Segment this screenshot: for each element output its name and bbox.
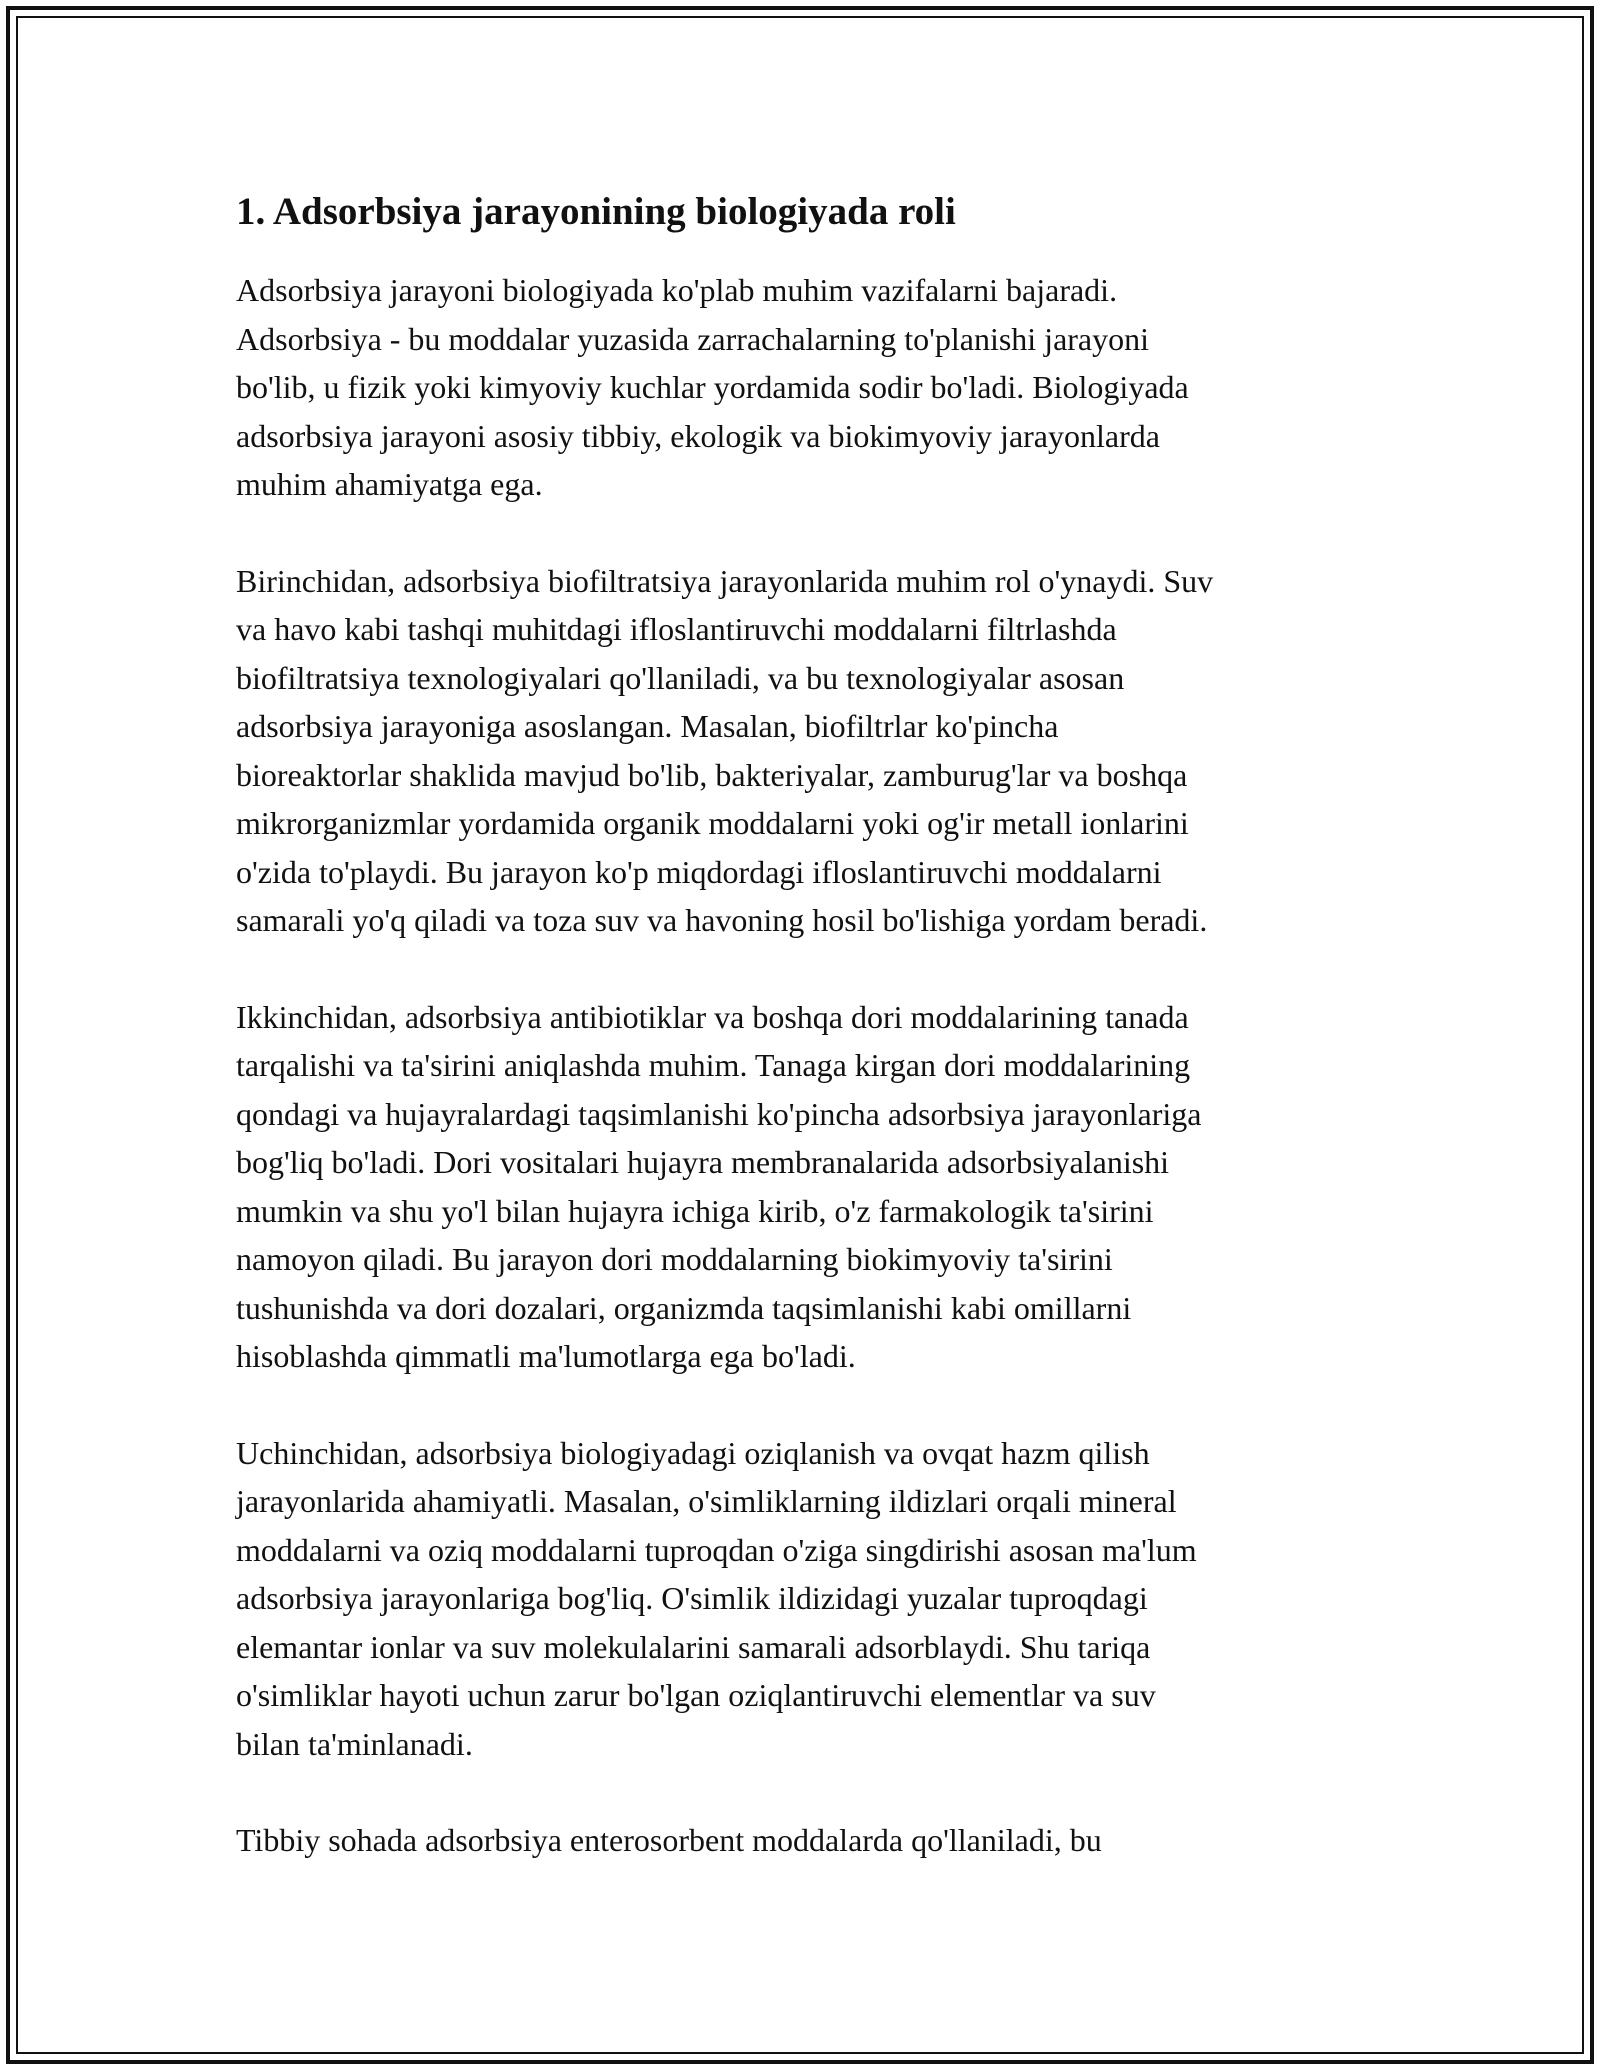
paragraph-drug-distribution: Ikkinchidan, adsorbsiya antibiotiklar va boshqa dori moddalarining tanada tarqalishi va ta'sirini aniqlashda muhim. Tanaga kirgan dori moddalarining qondagi va hujayralardagi taqsimlanishi ko'pincha adsorbsiya jarayonlariga bog'liq bo'ladi. Dori vositalari hujayra membranalarida adsorbsiyalanishi mumkin va shu yo'l bilan hujayra ichiga kirib, o'z farmakologik ta'sirini namoyon qiladi. Bu jarayon dori moddalarning biokimyoviy ta'sirini tushunishda va dori dozalari, organizmda taqsimlanishi kabi omillarni hisoblashda qimmatli ma'lumotlarga ega bo'ladi. — [236, 998, 1202, 1374]
paragraph-intro: Adsorbsiya jarayoni biologiyada ko'plab muhim vazifalarni bajaradi. Adsorbsiya - bu moddalar yuzasida zarrachalarning to'planishi jarayoni bo'lib, u fizik yoki kimyoviy kuchlar yordamida sodir bo'ladi. Biologiyada adsorbsiya jarayoni asosiy tibbiy, ekologik va biokimyoviy jarayonlarda muhim ahamiyatga ega. — [236, 272, 1189, 502]
section-heading: 1. Adsorbsiya jarayonining biologiyada roli — [236, 190, 956, 233]
paragraph-medical-use: Tibbiy sohada adsorbsiya enterosorbent moddalarda qo'llaniladi, bu — [236, 1822, 1102, 1858]
document-body — [236, 188, 1366, 1913]
paragraph-biofiltration: Birinchidan, adsorbsiya biofiltratsiya jarayonlarida muhim rol o'ynaydi. Suv va havo kabi tashqi muhitdagi ifloslantiruvchi moddalarni filtrlashda biofiltratsiya texnologiyalari qo'llaniladi, va bu texnologiyalar asosan adsorbsiya jarayoniga asoslangan. Masalan, biofiltrlar ko'pincha bioreaktorlar shaklida mavjud bo'lib, bakteriyalar, zamburug'lar va boshqa mikrorganizmlar yordamida organik moddalarni yoki og'ir metall ionlarini o'zida to'playdi. Bu jarayon ko'p miqdordagi ifloslantiruvchi moddalarni samarali yo'q qiladi va toza suv va havoning hosil bo'lishiga yordam beradi. — [236, 562, 1214, 938]
paragraph-nutrition: Uchinchidan, adsorbsiya biologiyadagi oziqlanish va ovqat hazm qilish jarayonlarida ahamiyatli. Masalan, o'simliklarning ildizlari orqali mineral moddalarni va oziq moddalarni tuproqdan o'ziga singdirishi asosan ma'lum adsorbsiya jarayonlariga bog'liq. O'simlik ildizidagi yuzalar tuproqdagi elemantar ionlar va suv molekulalarini samarali adsorblaydi. Shu tariqa o'simliklar hayoti uchun zarur bo'lgan oziqlantiruvchi elementlar va suv bilan ta'minlanadi. — [236, 1434, 1197, 1762]
